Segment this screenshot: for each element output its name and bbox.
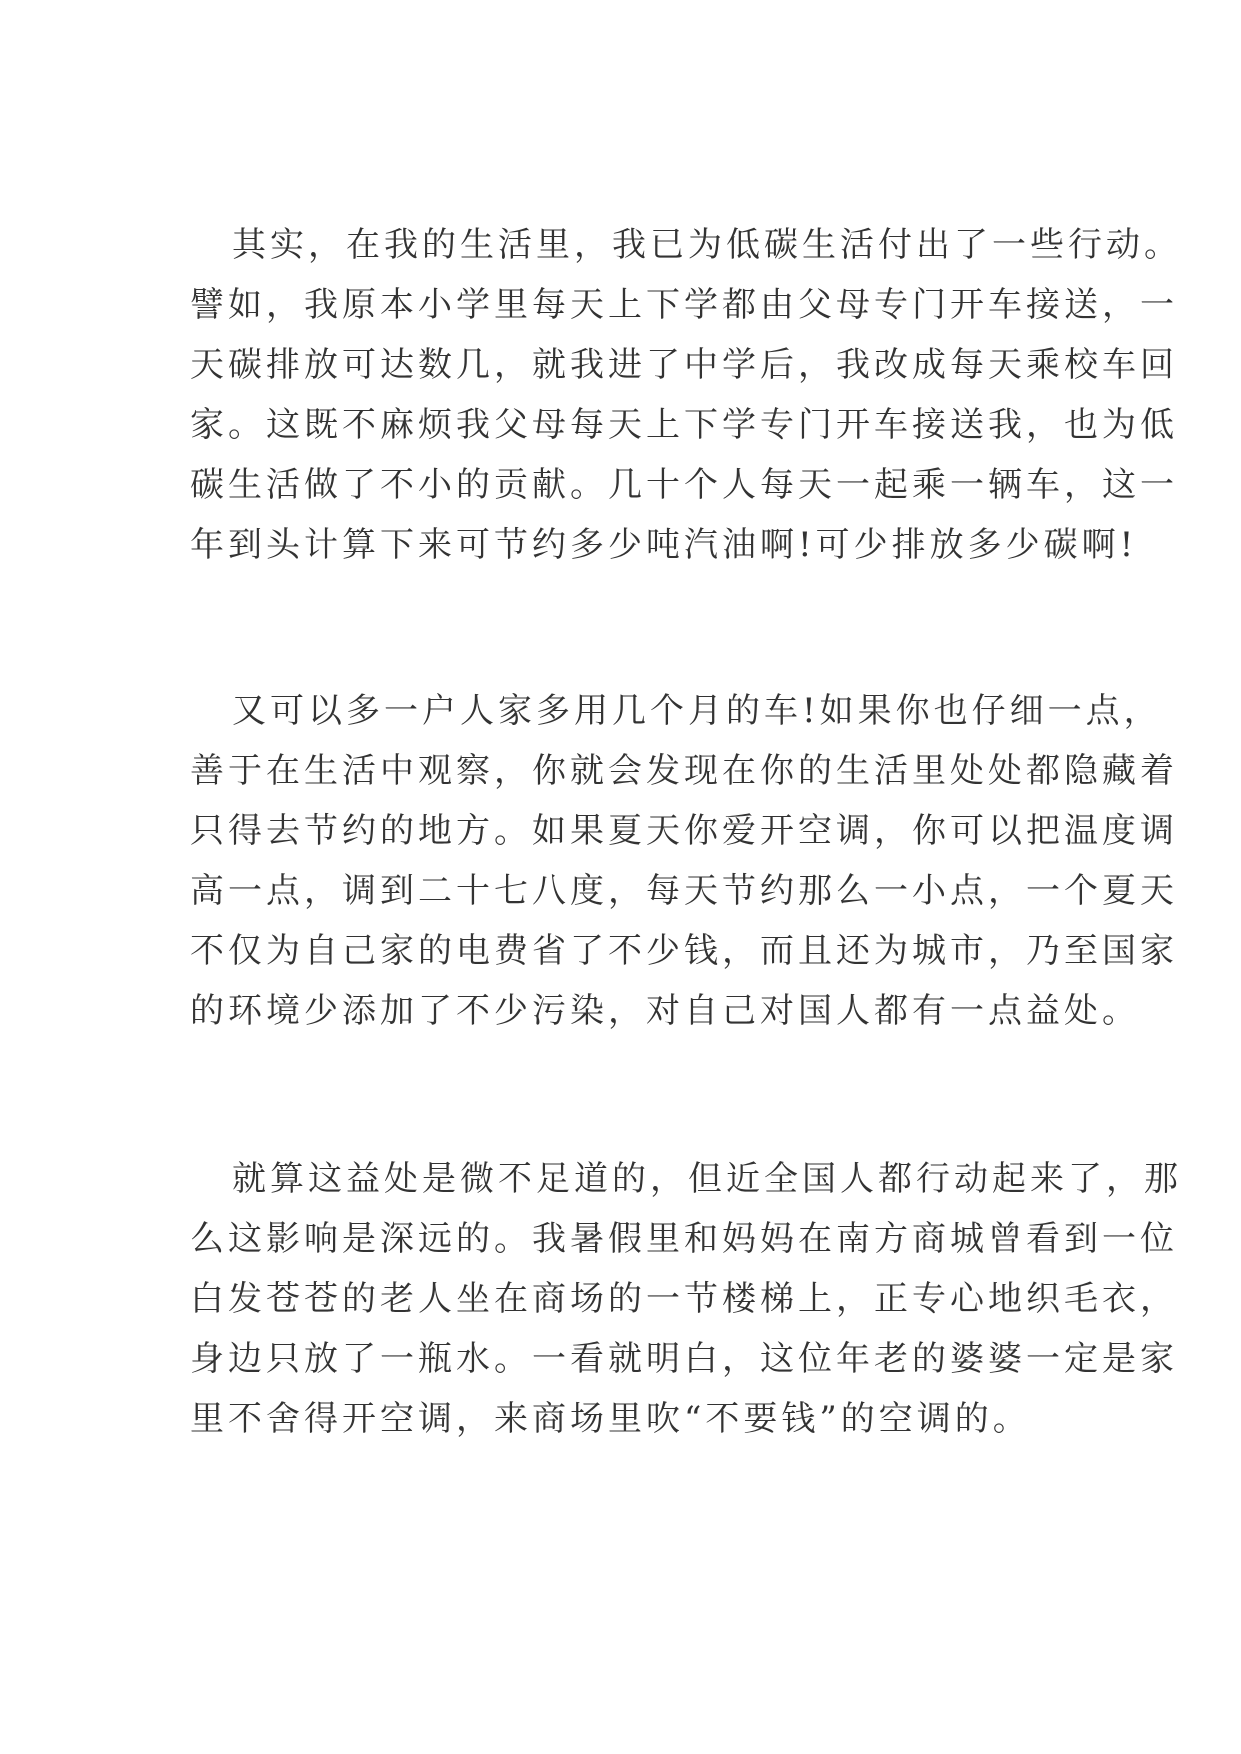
paragraph-line: 譬如，我原本小学里每天上下学都由父母专门开车接送，一: [190, 285, 1178, 325]
paragraph-line: 里不舍得开空调，来商场里吹“不要钱”的空调的。: [190, 1399, 1031, 1439]
paragraph-line: 身边只放了一瓶水。一看就明白，这位年老的婆婆一定是家: [190, 1339, 1178, 1379]
paragraph-line: 家。这既不麻烦我父母每天上下学专门开车接送我，也为低: [190, 405, 1178, 445]
paragraph-line: 就算这益处是微不足道的，但近全国人都行动起来了，那: [232, 1159, 1182, 1199]
paragraph-line: 不仅为自己家的电费省了不少钱，而且还为城市，乃至国家: [190, 931, 1178, 971]
paragraph-line: 的环境少添加了不少污染，对自己对国人都有一点益处。: [190, 991, 1140, 1031]
paragraph-line: 高一点，调到二十七八度，每天节约那么一小点，一个夏天: [190, 871, 1178, 911]
paragraph-2: [190, 681, 1178, 1041]
paragraph-line: 其实，在我的生活里，我已为低碳生活付出了一些行动。: [232, 225, 1182, 265]
paragraph-line: 么这影响是深远的。我暑假里和妈妈在南方商城曾看到一位: [190, 1219, 1178, 1259]
paragraph-1: [190, 215, 1182, 575]
paragraph-line: 白发苍苍的老人坐在商场的一节楼梯上，正专心地织毛衣，: [190, 1279, 1178, 1319]
paragraph-line: 碳生活做了不小的贡献。几十个人每天一起乘一辆车，这一: [190, 465, 1178, 505]
paragraph-line: 天碳排放可达数几，就我进了中学后，我改成每天乘校车回: [190, 345, 1178, 385]
paragraph-line: 善于在生活中观察，你就会发现在你的生活里处处都隐藏着: [190, 751, 1178, 791]
paragraph-3: [190, 1149, 1182, 1449]
paragraph-line: 又可以多一户人家多用几个月的车!如果你也仔细一点，: [232, 691, 1162, 731]
paragraph-line: 年到头计算下来可节约多少吨汽油啊!可少排放多少碳啊!: [190, 525, 1138, 565]
paragraph-line: 只得去节约的地方。如果夏天你爱开空调，你可以把温度调: [190, 811, 1178, 851]
